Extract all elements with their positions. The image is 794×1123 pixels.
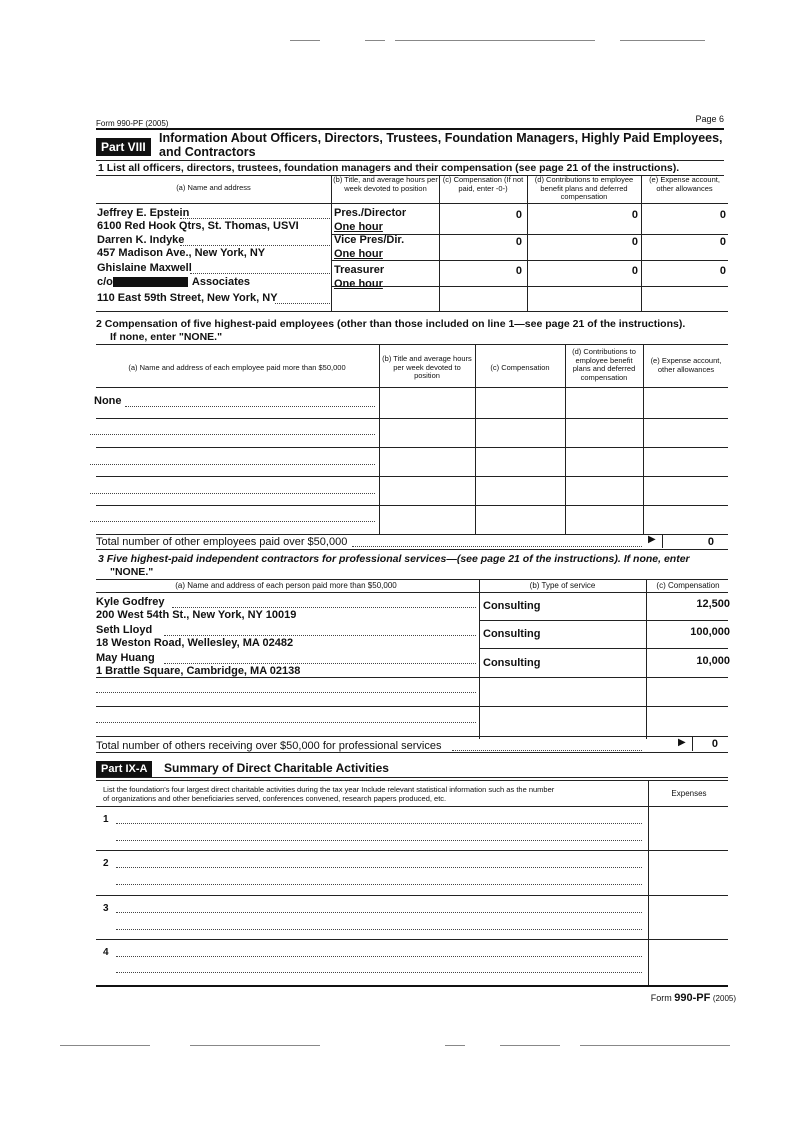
contractor-3-comp: 10,000 xyxy=(696,655,730,667)
section-3-heading: 3 Five highest-paid independent contractors for professional services—(see page 21 of the instructions). If none, enter xyxy=(98,553,690,565)
officer-3-hours: One hour xyxy=(334,278,383,290)
activity-1-number: 1 xyxy=(103,814,109,825)
page-number: Page 6 xyxy=(695,114,724,124)
officer-2-contrib: 0 xyxy=(631,236,638,248)
part-viii-title-line2: and Contractors xyxy=(159,145,256,159)
officer-1-comp: 0 xyxy=(515,209,522,221)
s2-col-a: (a) Name and address of each employee paid more than $50,000 xyxy=(128,363,346,372)
officer-2-hours: One hour xyxy=(334,248,383,260)
contractor-2-comp: 100,000 xyxy=(690,626,730,638)
section-1-heading: 1 List all officers, directors, trustees, foundation managers and their compensation (see page 21 of the instructions). xyxy=(98,162,680,174)
s3-col-c: (c) Compensation xyxy=(656,581,720,590)
section-2-heading: 2 Compensation of five highest-paid employees (other than those included on line 1—see page 21 of the instructions). xyxy=(96,318,686,330)
sec3-total-label: Total number of others receiving over $50,000 for professional services xyxy=(96,740,442,752)
sec3-total-value: 0 xyxy=(711,738,718,750)
activity-2-number: 2 xyxy=(103,858,109,869)
form-name: Form 990-PF (2005) xyxy=(96,119,169,128)
contractor-2-address: 18 Weston Road, Wellesley, MA 02482 xyxy=(96,637,294,649)
officer-3-address xyxy=(97,276,250,288)
s1-col-c: (c) Compensation (If not paid, enter -0-) xyxy=(442,175,524,193)
contractor-1-address: 200 West 54th St., New York, NY 10019 xyxy=(96,609,297,621)
officer-2-comp: 0 xyxy=(515,236,522,248)
officer-2-name: Darren K. Indyke xyxy=(97,234,185,246)
s1-col-e: (e) Expense account, other allowances xyxy=(649,175,720,193)
activity-4-number: 4 xyxy=(103,947,109,958)
contractor-2-name: Seth Lloyd xyxy=(96,624,153,636)
s1-col-b: (b) Title, and average hours per week devoted to position xyxy=(333,175,438,193)
officer-3-comp: 0 xyxy=(515,265,522,277)
officer-1-hours: One hour xyxy=(334,221,383,233)
sec2-total-arrow: ▶ xyxy=(648,534,656,545)
contractor-1-service: Consulting xyxy=(483,600,541,612)
sec2-total-value: 0 xyxy=(707,536,714,548)
officer-2-address: 457 Madison Ave., New York, NY xyxy=(97,247,266,259)
s2-col-c: (c) Compensation xyxy=(490,363,550,372)
contractor-3-name: May Huang xyxy=(96,652,155,664)
footer-form-number: 990-PF xyxy=(674,992,711,1004)
s2-col-d: (d) Contributions to employee benefit plans and deferred compensation xyxy=(572,347,636,382)
part-ixa-title: Summary of Direct Charitable Activities xyxy=(164,761,389,775)
footer-form xyxy=(651,992,736,1004)
sec2-first-row-none: None xyxy=(94,395,122,407)
contractor-1-comp: 12,500 xyxy=(696,598,730,610)
footer-year: (2005) xyxy=(712,994,736,1003)
officer-3-name: Ghislaine Maxwell xyxy=(97,262,192,274)
s3-col-a: (a) Name and address of each person paid more than $50,000 xyxy=(175,581,397,590)
part-ixa-instructions-line1: List the foundation's four largest direct charitable activities during the tax year Include relevant statistical information such as the number xyxy=(103,785,555,794)
contractor-3-service: Consulting xyxy=(483,657,541,669)
officer-1-expense: 0 xyxy=(719,209,726,221)
officer-1-name: Jeffrey E. Epstein xyxy=(97,207,190,219)
s1-col-d: (d) Contributions to employee benefit plans and deferred compensation xyxy=(534,175,634,201)
contractor-3-address: 1 Brattle Square, Cambridge, MA 02138 xyxy=(96,665,301,677)
officer-1-title: Pres./Director xyxy=(334,207,407,219)
section-3-subheading: "NONE." xyxy=(110,566,154,578)
officer-3-contrib: 0 xyxy=(631,265,638,277)
officer-3-title: Treasurer xyxy=(334,264,385,276)
officer-1-contrib: 0 xyxy=(631,209,638,221)
redaction-block xyxy=(113,277,188,287)
officer-3-expense: 0 xyxy=(719,265,726,277)
expenses-label: Expenses xyxy=(671,789,707,798)
officer-3-address2: 110 East 59th Street, New York, NY xyxy=(97,292,278,304)
activity-3-number: 3 xyxy=(103,903,109,914)
section-2-subheading: If none, enter "NONE." xyxy=(110,331,223,343)
part-viii-badge: Part VIII xyxy=(96,138,151,156)
officer-2-title: Vice Pres/Dir. xyxy=(334,234,405,246)
s1-col-a: (a) Name and address xyxy=(176,183,251,192)
officer-3-address-prefix: c/o xyxy=(97,276,113,288)
part-ixa-badge: Part IX-A xyxy=(96,761,152,777)
officer-2-expense: 0 xyxy=(719,236,726,248)
contractor-2-service: Consulting xyxy=(483,628,541,640)
s2-col-b: (b) Title and average hours per week devoted to position xyxy=(382,354,472,380)
footer-prefix: Form xyxy=(650,993,672,1003)
sec2-total-label: Total number of other employees paid over $50,000 xyxy=(96,536,348,548)
sec3-total-arrow: ▶ xyxy=(678,737,686,748)
part-ixa-instructions xyxy=(103,785,643,803)
part-ixa-instructions-line2: of organizations and other beneficiaries served, conferences convened, research papers produced, etc. xyxy=(103,794,447,803)
part-viii-title-line1: Information About Officers, Directors, Trustees, Foundation Managers, Highly Paid Employees, xyxy=(159,131,723,145)
s3-col-b: (b) Type of service xyxy=(529,581,596,590)
officer-1-address: 6100 Red Hook Qtrs, St. Thomas, USVI xyxy=(97,220,299,232)
officer-3-address-suffix: Associates xyxy=(191,276,250,288)
contractor-1-name: Kyle Godfrey xyxy=(96,596,165,608)
s2-col-e: (e) Expense account, other allowances xyxy=(650,356,722,374)
